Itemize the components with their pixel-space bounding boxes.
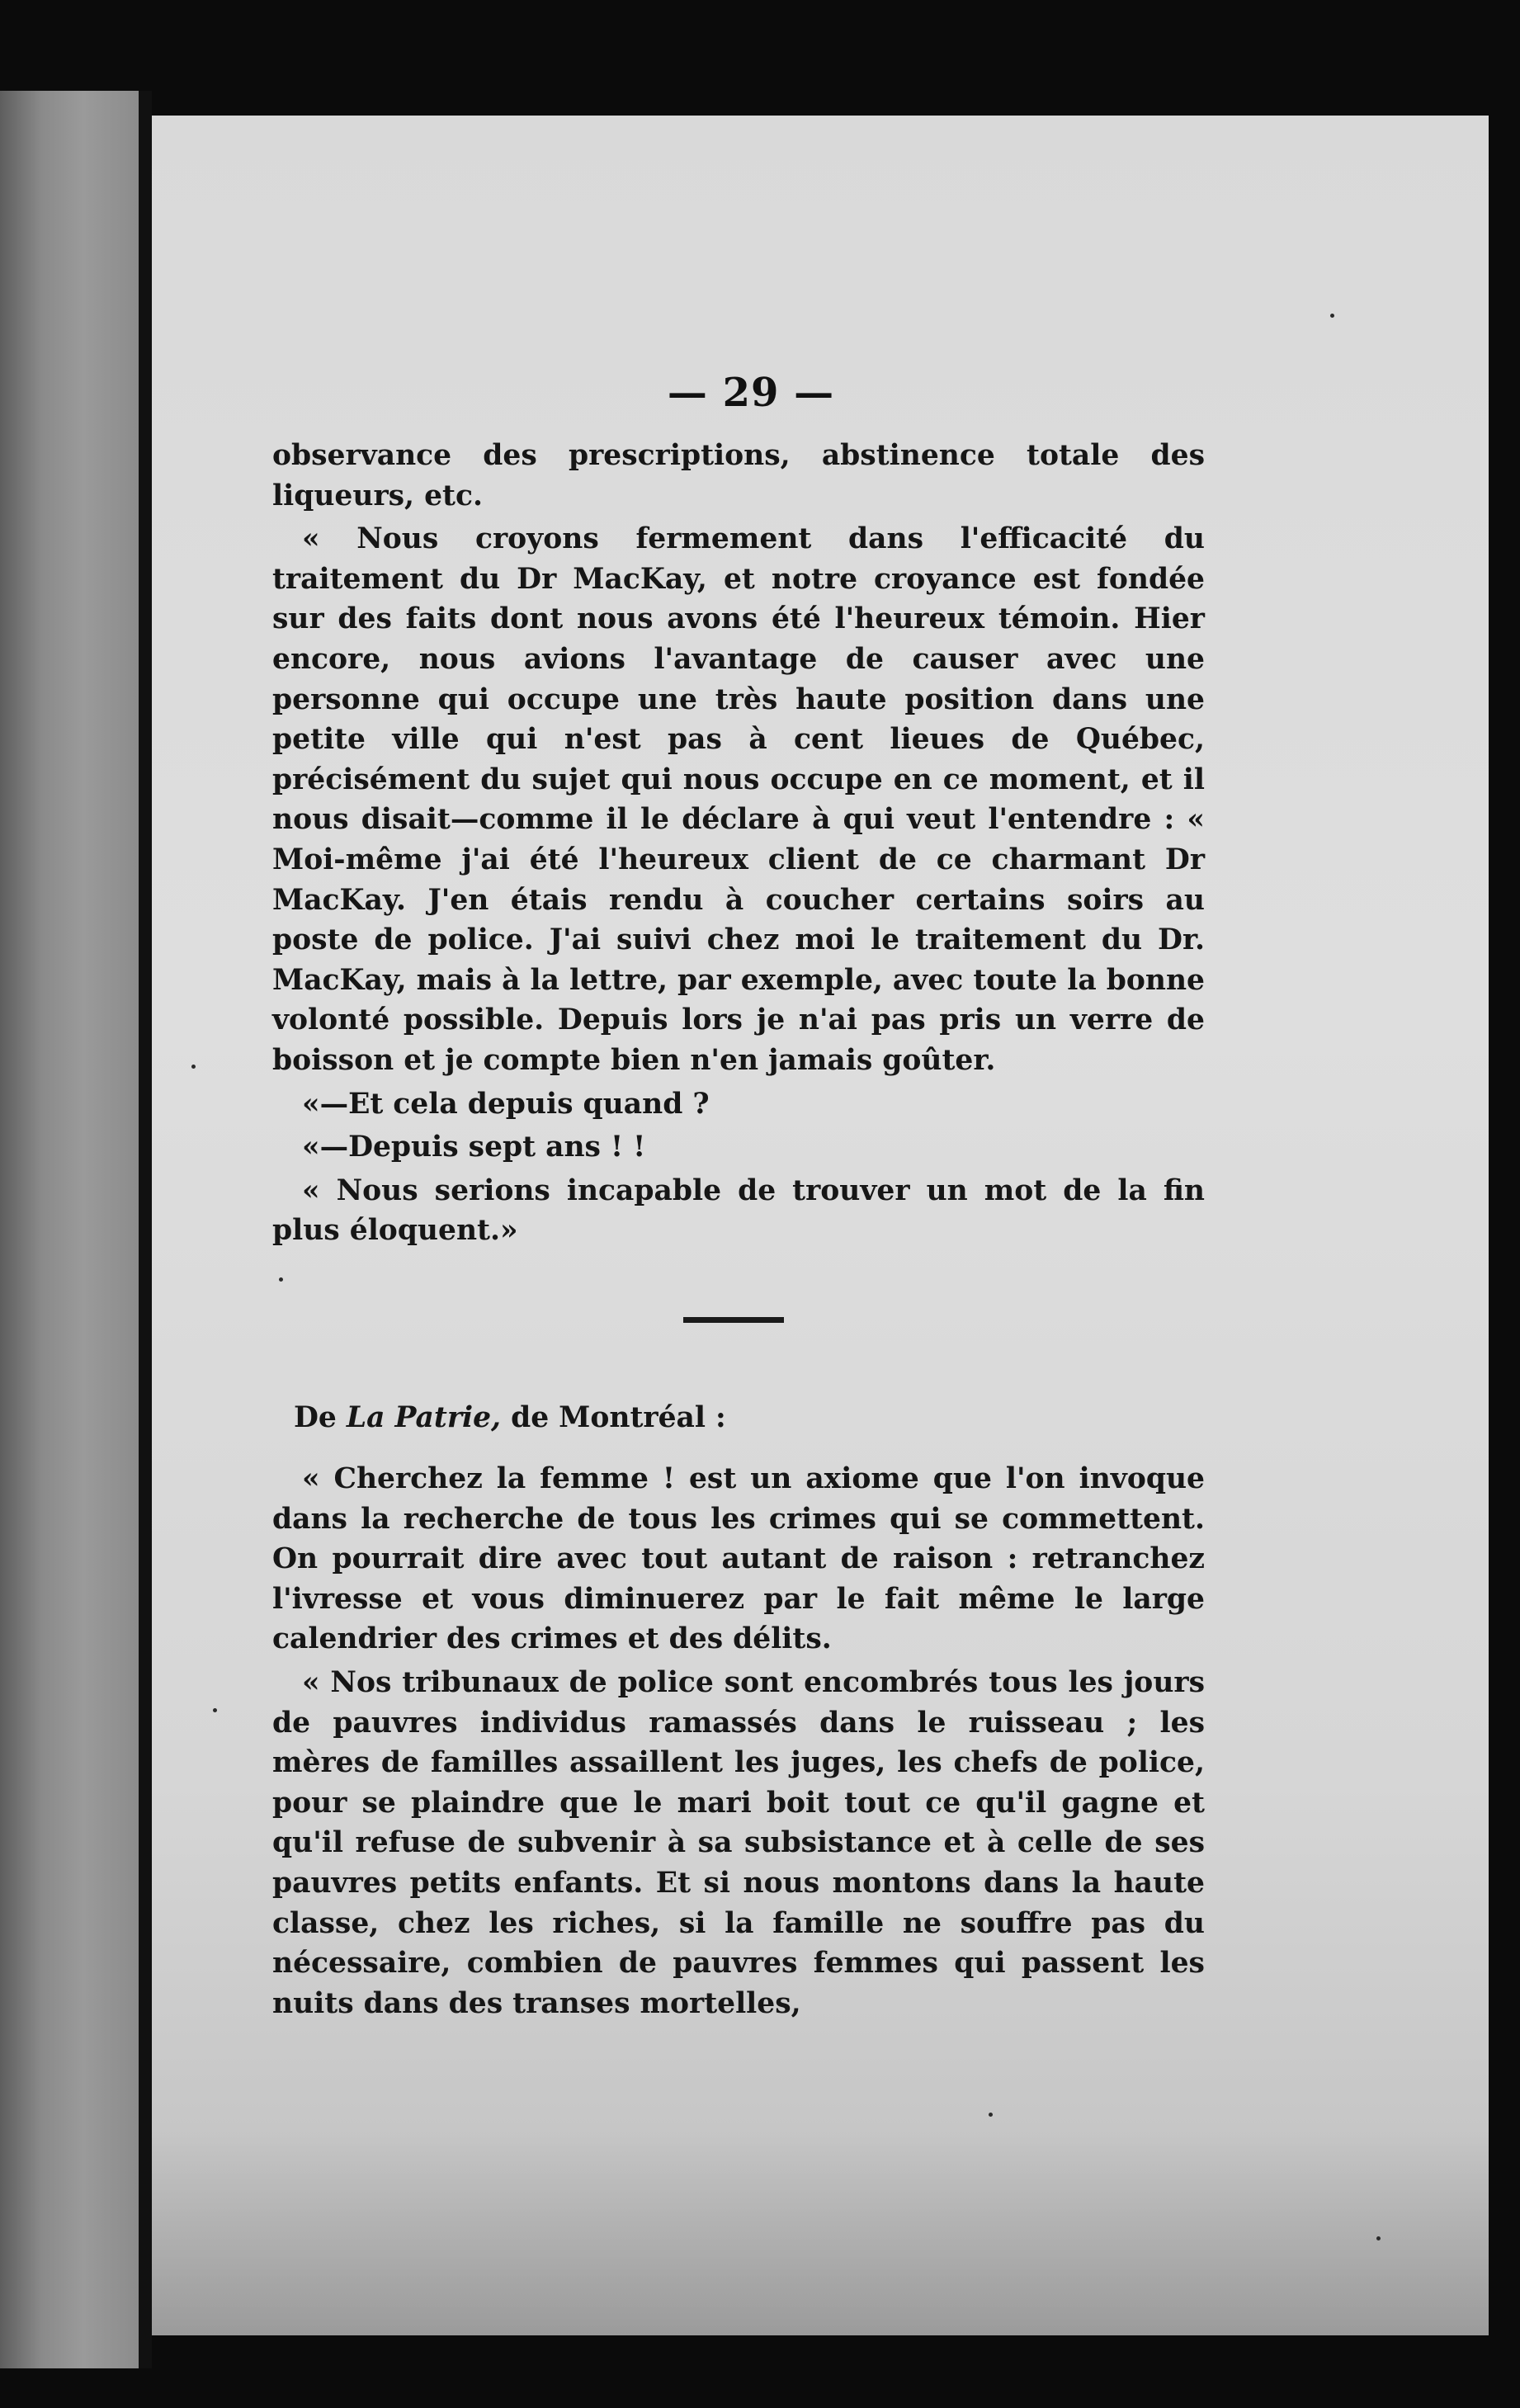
text-section-1: [272, 436, 1205, 1251]
paper-speck: [279, 1277, 283, 1282]
paper-speck: [1330, 314, 1334, 318]
paragraph: « Nos tribunaux de police sont encombrés tous les jours de pauvres individus ramassés dans le ruisseau ; les mères de familles assaillent les juges, les chefs de police, pour se plaindre que le mari boit tout ce qu'il gagne et qu'il refuse de subvenir à sa subsistance et à celle de ses pauvres petits enfants. Et si nous montons dans la haute classe, chez les riches, si la famille ne souffre pas du nécessaire, combien de pauvres femmes qui passent les nuits dans des transes mortelles,: [272, 1665, 1205, 2020]
facing-page-edge: [0, 91, 139, 2368]
source-prefix: De: [294, 1401, 347, 1434]
paragraph: observance des prescriptions, abstinence totale des liqueurs, etc.: [272, 439, 1205, 512]
paper-speck: [1376, 2236, 1381, 2240]
paper-speck: [213, 1708, 217, 1712]
paragraph: «—Depuis sept ans ! !: [302, 1131, 646, 1164]
book-gutter: [139, 91, 152, 2368]
paper-speck: [191, 1065, 196, 1069]
source-citation: [294, 1401, 726, 1434]
paper-speck: [989, 2113, 993, 2117]
page-shadow: [152, 2129, 1489, 2335]
source-suffix: de Montréal :: [501, 1401, 726, 1434]
source-publication: La Patrie,: [346, 1401, 502, 1434]
paragraph: «—Et cela depuis quand ?: [302, 1087, 710, 1121]
text-section-2: [272, 1459, 1205, 2023]
section-divider: [683, 1317, 784, 1323]
paragraph: « Cherchez la femme ! est un axiome que l'on invoque dans la recherche de tous les crimes qui se commettent. On pourrait dire avec tout autant de raison : retranchez l'ivresse et vous diminuerez par le fait même le large calendrier des crimes et des délits.: [272, 1462, 1205, 1656]
paragraph: « Nous croyons fermement dans l'efficacité du traitement du Dr MacKay, et notre croyance est fondée sur des faits dont nous avons été l'heureux témoin. Hier encore, nous avions l'avantage de causer avec une personne qui occupe une très haute position dans une petite ville qui n'est pas à cent lieues de Québec, précisément du sujet qui nous occupe en ce moment, et il nous disait—comme il le déclare à qui veut l'entendre : « Moi-même j'ai été l'heureux client de ce charmant Dr MacKay. J'en étais rendu à coucher certains soirs au poste de police. J'ai suivi chez moi le traitement du Dr. MacKay, mais à la lettre, par exemple, avec toute la bonne volonté possible. Depuis lors je n'ai pas pris un verre de boisson et je compte bien n'en jamais goûter.: [272, 522, 1205, 1077]
page-number: — 29 —: [667, 370, 835, 416]
right-border: [1489, 116, 1520, 2335]
paragraph: « Nous serions incapable de trouver un mot de la fin plus éloquent.»: [272, 1173, 1205, 1248]
